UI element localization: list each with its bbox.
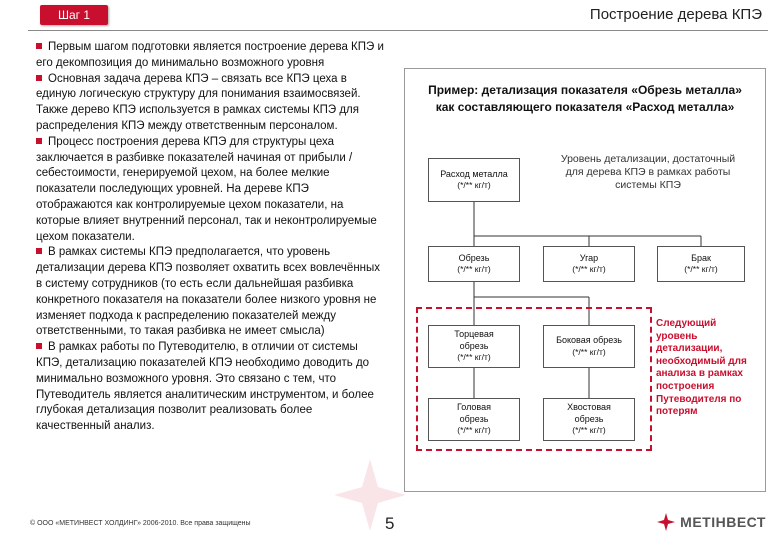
step-tab — [40, 5, 108, 25]
node-ugar — [543, 246, 635, 282]
bullet-item: Первым шагом подготовки является построение дерева КПЭ и его декомпозиция до минимально возможного уровня — [36, 40, 386, 72]
bullet-item: Основная задача дерева КПЭ – связать все КПЭ цеха в единую логическую структуру для понимания взаимосвязей. Также дерево КПЭ используется в рамках системы КПЭ для распределения КПЭ между ответственным персоналом. — [36, 72, 386, 135]
logo-text: МЕТІНВЕСТ — [680, 514, 766, 530]
node-brak — [657, 246, 745, 282]
node-unit: (*/** кг/т) — [572, 264, 606, 274]
bullet-item: В рамках работы по Путеводителю, в отличии от системы КПЭ, детализацию показателей КПЭ необходимо доводить до минимально возможного уровня. Это связано с тем, что Путеводитель является аналитическим инструментом, и более глубокая детализация позволит реализовать более качественный анализ. — [36, 340, 386, 435]
node-unit: (*/** кг/т) — [457, 352, 491, 363]
level-note: Уровень детализации, достаточный для дерева КПЭ в рамках работы системы КПЭ — [560, 153, 736, 191]
step-label: Шаг 1 — [57, 8, 91, 22]
node-label-line2: обрезь — [574, 413, 604, 424]
page-number: 5 — [385, 514, 395, 533]
bullet-item: Процесс построения дерева КПЭ для структуры цеха заключается в разбивке показателей начиная от прибыли / себестоимости, генерируемой цехом, на более мелкие показатели последующих уровней. На дереве КПЭ отображаются как контролируемые цехом показатели, на которые влияет внутренний персонал, так и неконтролируемые цехом показатели. — [36, 135, 386, 246]
node-unit: (*/** кг/т) — [684, 264, 718, 274]
node-label: Торцевая — [454, 329, 494, 340]
node-label: Головая — [457, 402, 491, 413]
node-khvostovaya-obrez — [543, 398, 635, 441]
node-unit: (*/** кг/т) — [572, 425, 606, 436]
node-unit: (*/** кг/т) — [457, 425, 491, 436]
red-note: Следующий уровень детализации, необходимый для анализа в рамках построения Путеводителя по потерям — [656, 318, 747, 418]
node-unit: (*/** кг/т) — [572, 346, 606, 357]
node-label-line2: обрезь — [459, 413, 489, 424]
node-label: Хвостовая — [567, 402, 611, 413]
node-label: Обрезь — [458, 252, 490, 263]
company-logo — [656, 512, 766, 532]
bullet-list — [36, 40, 386, 435]
node-label-line2: обрезь — [459, 340, 489, 351]
watermark-logo-icon — [330, 455, 410, 535]
node-label: Боковая обрезь — [556, 335, 622, 345]
node-tortsevaya-obrez — [428, 325, 520, 368]
node-unit: (*/** кг/т) — [457, 180, 491, 190]
example-caption: Пример: детализация показателя «Обрезь металла» как составляющего показателя «Расход металла» — [428, 83, 742, 114]
node-obrez — [428, 246, 520, 282]
header-divider — [28, 30, 768, 31]
metinvest-logo-icon — [656, 512, 676, 532]
node-label: Брак — [691, 252, 711, 263]
node-golovaya-obrez — [428, 398, 520, 441]
node-label: Расход металла — [440, 168, 508, 179]
node-bokovaya-obrez — [543, 325, 635, 368]
footer-copyright: © ООО «МЕТИНВЕСТ ХОЛДИНГ» 2006-2010. Все права защищены — [30, 520, 251, 527]
page-title: Построение дерева КПЭ — [589, 6, 762, 23]
node-rashod-metalla — [428, 158, 520, 202]
bullet-item: В рамках системы КПЭ предполагается, что уровень детализации дерева КПЭ позволяет охватить всех вовлечённых в систему сотрудников (то есть если дальнейшая разбивка конкретного показателя на показатели более низкого уровня не изменяет подхода к распределению показателей между ответственными, то такая разбивка не имеет смысла) — [36, 245, 386, 340]
node-unit: (*/** кг/т) — [457, 264, 491, 274]
node-label: Угар — [579, 252, 599, 263]
